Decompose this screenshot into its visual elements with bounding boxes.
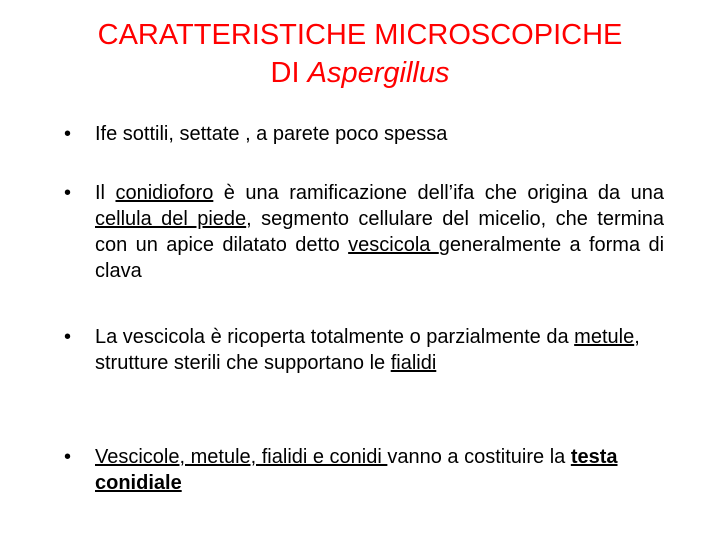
text-run: è una ramificazione dell’ifa che origina da una (213, 182, 665, 204)
title-line-1: CARATTERISTICHE MICROSCOPICHE (97, 19, 623, 51)
term-vescicola: vescicola (348, 234, 439, 256)
bullet-text (95, 444, 664, 496)
term-testa-conidiale: testa conidiale (95, 446, 618, 494)
text-run: , segmento cellulare del micelio, che termina con un apice dilatato detto (95, 208, 664, 256)
term-metule: metule (574, 326, 635, 348)
text-run: Il (95, 182, 116, 204)
bullet-dot: • (64, 123, 72, 145)
text-run: generalmente a forma di clava (95, 234, 665, 282)
bullet-text (95, 324, 664, 376)
bullet-dot: • (64, 326, 72, 348)
text-run: , (634, 326, 640, 348)
text-run: La vescicola è ricoperta totalmente o parzialmente da (95, 326, 575, 348)
title-genus: Aspergillus (307, 57, 450, 89)
title-prefix: DI (270, 57, 308, 89)
text-run: vanno a costituire la (387, 446, 571, 468)
bullet-dot: • (64, 446, 72, 468)
bullet-text (95, 180, 664, 284)
bullet-dot: • (64, 182, 72, 204)
term-conidioforo: conidioforo (115, 182, 214, 204)
text-run: strutture sterili che supportano le (95, 352, 391, 374)
term-fialidi: fialidi (390, 352, 437, 374)
bullet-text: Ife sottili, settate , a parete poco spessa (95, 123, 448, 145)
term-vescicole-metule-fialidi-conidi: Vescicole, metule, fialidi e conidi (95, 446, 388, 468)
term-cellula-del-piede: cellula del piede (95, 208, 247, 230)
